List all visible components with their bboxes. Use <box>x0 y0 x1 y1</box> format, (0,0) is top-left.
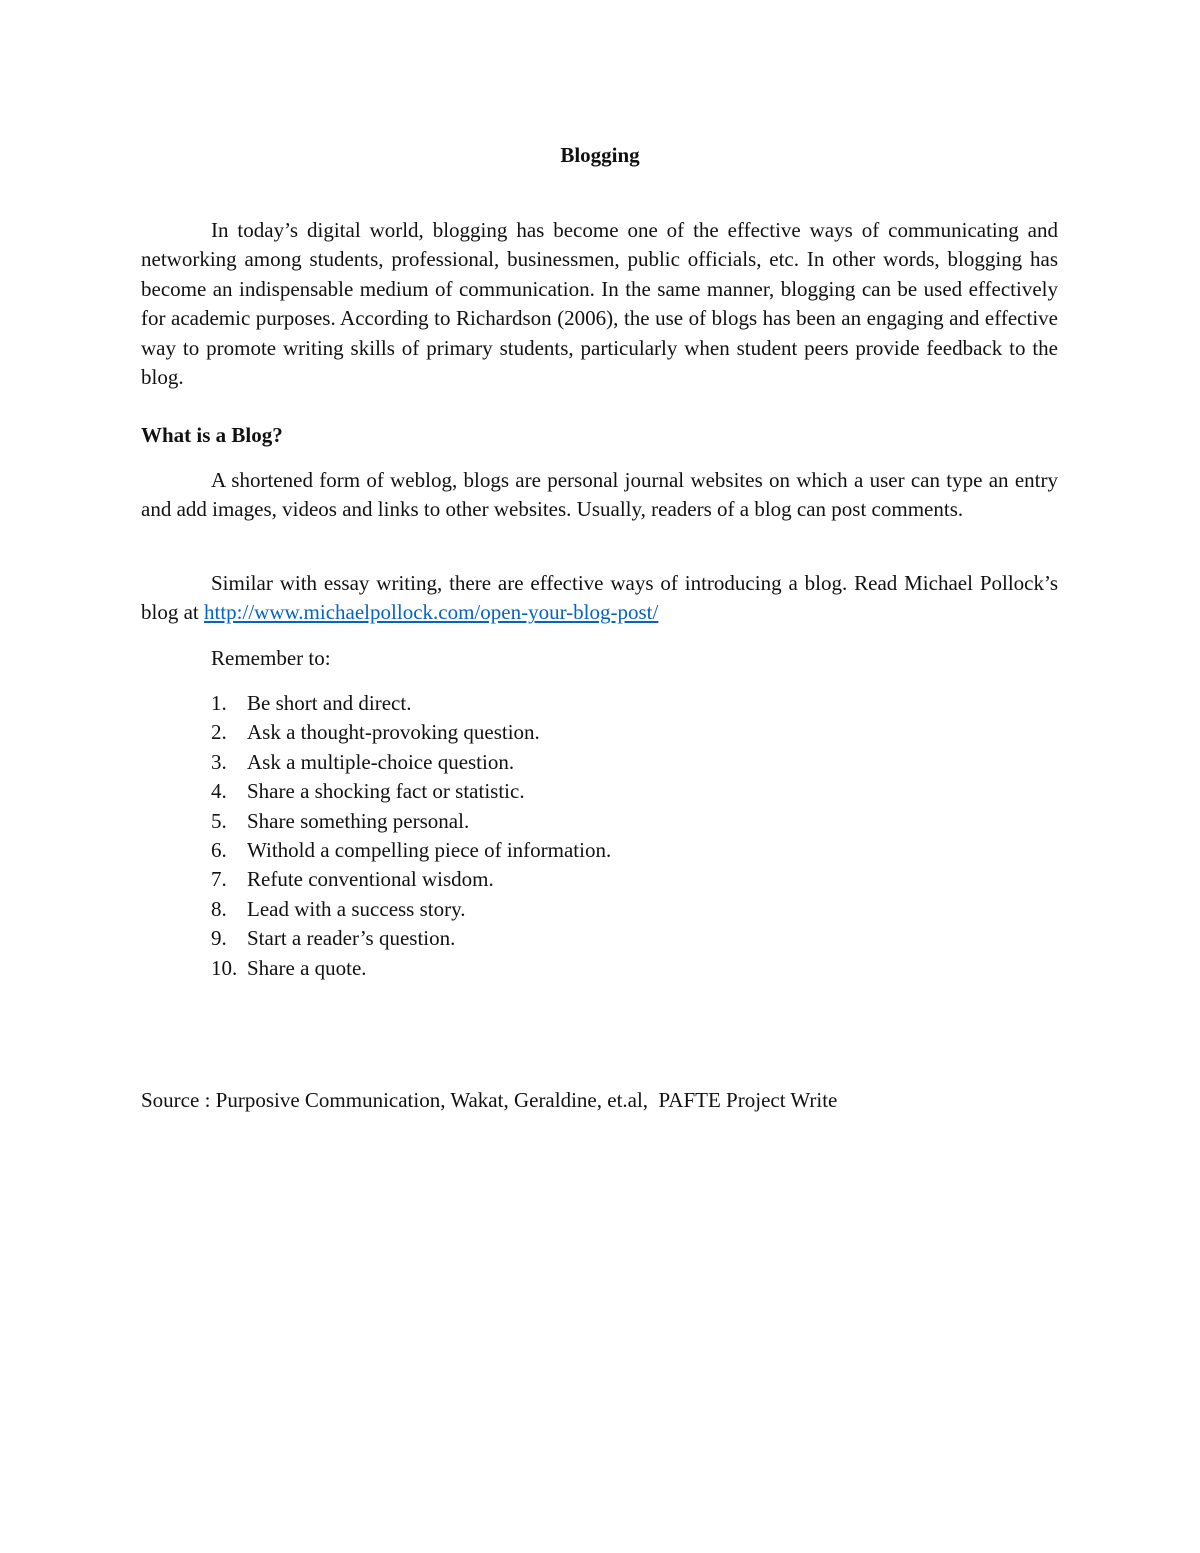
list-item <box>141 954 1058 983</box>
list-item <box>141 865 1058 894</box>
list-item <box>141 836 1058 865</box>
list-number: 4. <box>211 779 227 804</box>
list-text: Share something personal. <box>247 808 470 833</box>
remember-label: Remember to: <box>211 646 331 670</box>
list-text: Withold a compelling piece of information. <box>247 838 612 863</box>
list-text: Refute conventional wisdom. <box>247 867 494 892</box>
list-item <box>141 689 1058 718</box>
list-item <box>141 777 1058 806</box>
list-number: 9. <box>211 926 227 951</box>
list-text: Start a reader’s question. <box>247 926 456 951</box>
list-item <box>141 924 1058 953</box>
list-text: Be short and direct. <box>247 691 412 715</box>
list-number: 10. <box>211 955 238 980</box>
list-text: Share a shocking fact or statistic. <box>247 779 525 804</box>
list-number: 7. <box>211 867 227 892</box>
list-item <box>141 748 1058 777</box>
tips-list <box>141 689 1058 983</box>
list-number: 5. <box>211 808 227 833</box>
list-text: Lead with a success story. <box>247 896 466 921</box>
list-number: 1. <box>211 691 227 715</box>
list-text: Ask a thought-provoking question. <box>247 720 540 745</box>
page-title: Blogging <box>560 143 640 167</box>
blog-link[interactable]: http://www.michaelpollock.com/open-your-blog-post/ <box>204 600 659 625</box>
source-citation: Source : Purposive Communication, Wakat, Geraldine, et.al, PAFTE Project Write <box>141 1088 838 1112</box>
list-item <box>141 718 1058 747</box>
list-item <box>141 807 1058 836</box>
intro-paragraph: In today’s digital world, blogging has become one of the effective ways of communicating and networking among students, professional, businessmen, public officials, etc. In other words, blogging has become an indispensable medium of communication. In the same manner, blogging can be used effectively for academic purposes. According to Richardson (2006), the use of blogs has been an engaging and effective way to promote writing skills of primary students, particularly when student peers provide feedback to the blog. <box>141 218 1058 390</box>
list-text: Ask a multiple-choice question. <box>247 749 515 774</box>
list-number: 6. <box>211 838 227 863</box>
list-number: 8. <box>211 896 227 921</box>
list-text: Share a quote. <box>247 955 367 980</box>
list-item <box>141 895 1058 924</box>
list-number: 2. <box>211 720 227 745</box>
similar-paragraph <box>141 569 1058 628</box>
section-heading: What is a Blog? <box>141 423 283 447</box>
similar-text: Similar with essay writing, there are effective ways of introducing a blog. Read Michael Pollock’s blog at <box>141 571 1058 625</box>
definition-paragraph: A shortened form of weblog, blogs are personal journal websites on which a user can type an entry and add images, videos and links to other websites. Usually, readers of a blog can post comments. <box>141 468 1058 522</box>
list-number: 3. <box>211 749 227 774</box>
